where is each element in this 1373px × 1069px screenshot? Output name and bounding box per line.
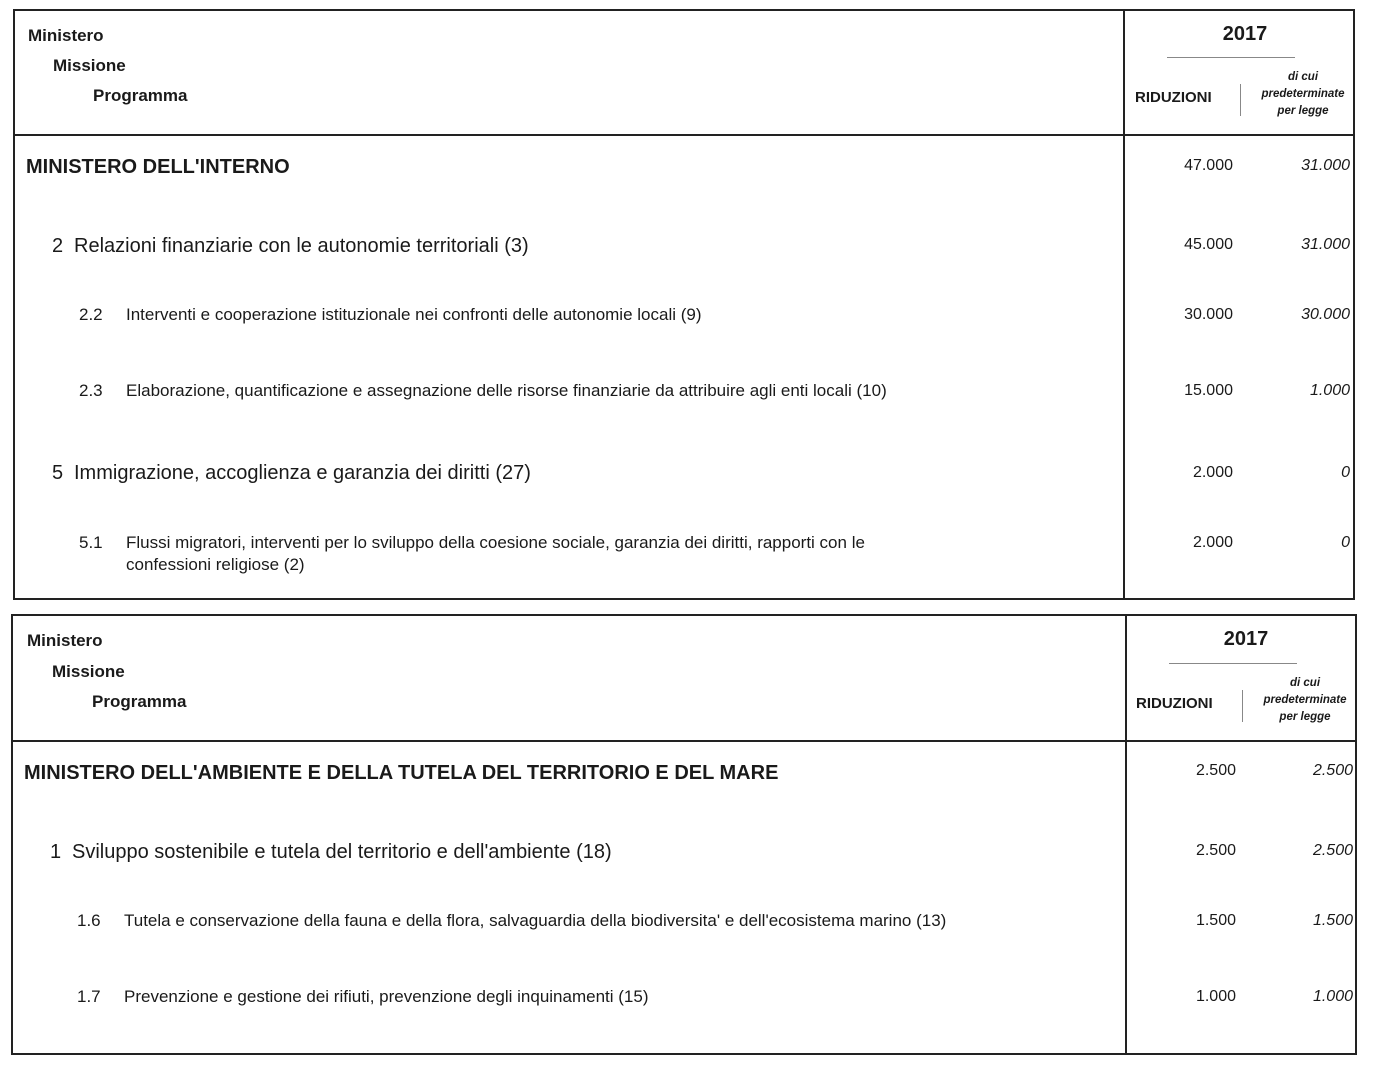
budget-table-ambiente bbox=[11, 614, 1357, 1055]
program-label-line-2: confessioni religiose (2) bbox=[126, 555, 305, 574]
predeterminate-value: 31.000 bbox=[1301, 157, 1350, 174]
year-underline bbox=[1169, 663, 1297, 664]
header-missione: Missione bbox=[52, 662, 125, 681]
header-year: 2017 bbox=[1223, 628, 1269, 650]
header-di-cui-line-2: predeterminate bbox=[1261, 88, 1345, 100]
program-label: Tutela e conservazione della fauna e della flora, salvaguardia della biodiversita' e dell'ecosistema marino (13) bbox=[124, 911, 947, 930]
mission-label: Immigrazione, accoglienza e garanzia dei diritti (27) bbox=[74, 462, 531, 484]
predeterminate-value: 1.000 bbox=[1312, 988, 1353, 1005]
mission-label: Sviluppo sostenibile e tutela del territorio e dell'ambiente (18) bbox=[72, 841, 612, 863]
header-di-cui-line-2: predeterminate bbox=[1263, 694, 1347, 706]
ministry-label: MINISTERO DELL'INTERNO bbox=[26, 156, 290, 178]
riduzioni-value: 1.500 bbox=[1195, 912, 1236, 929]
riduzioni-value: 2.500 bbox=[1195, 842, 1236, 859]
predeterminate-value: 31.000 bbox=[1301, 236, 1350, 253]
header-ministero: Ministero bbox=[27, 631, 103, 650]
header-di-cui bbox=[1255, 69, 1351, 120]
program-label: Elaborazione, quantificazione e assegnazione delle risorse finanziarie da attribuire agli enti locali (10) bbox=[126, 381, 887, 400]
header-divider bbox=[15, 134, 1353, 136]
header-di-cui-line-1: di cui bbox=[1287, 71, 1319, 83]
header-column-separator bbox=[1240, 84, 1241, 116]
predeterminate-value: 1.500 bbox=[1312, 912, 1353, 929]
program-code: 5.1 bbox=[79, 533, 103, 552]
header-di-cui-line-3: per legge bbox=[1277, 105, 1329, 117]
header-di-cui bbox=[1257, 675, 1353, 726]
program-code: 2.2 bbox=[79, 305, 103, 324]
predeterminate-value: 2.500 bbox=[1312, 762, 1353, 779]
program-label bbox=[126, 532, 865, 576]
header-programma: Programma bbox=[92, 692, 187, 711]
predeterminate-value: 0 bbox=[1341, 534, 1350, 551]
header-programma: Programma bbox=[93, 86, 188, 105]
program-code: 1.6 bbox=[77, 911, 101, 930]
program-code: 1.7 bbox=[77, 987, 101, 1006]
budget-table-interno bbox=[13, 9, 1355, 600]
mission-code: 5 bbox=[52, 462, 64, 484]
header-ministero: Ministero bbox=[28, 26, 104, 45]
header-riduzioni: RIDUZIONI bbox=[1136, 695, 1213, 712]
riduzioni-value: 15.000 bbox=[1184, 382, 1233, 399]
riduzioni-value: 30.000 bbox=[1184, 306, 1233, 323]
header-di-cui-line-1: di cui bbox=[1289, 677, 1321, 689]
program-label: Prevenzione e gestione dei rifiuti, prevenzione degli inquinamenti (15) bbox=[124, 987, 649, 1006]
mission-code: 1 bbox=[50, 841, 62, 863]
program-label-line-1: Flussi migratori, interventi per lo sviluppo della coesione sociale, garanzia dei diritti, rapporti con le bbox=[126, 533, 865, 552]
program-code: 2.3 bbox=[79, 381, 103, 400]
header-year: 2017 bbox=[1222, 23, 1268, 45]
predeterminate-value: 2.500 bbox=[1312, 842, 1353, 859]
riduzioni-value: 2.500 bbox=[1195, 762, 1236, 779]
year-underline bbox=[1167, 57, 1295, 58]
header-riduzioni: RIDUZIONI bbox=[1135, 89, 1212, 106]
riduzioni-value: 1.000 bbox=[1195, 988, 1236, 1005]
riduzioni-value: 45.000 bbox=[1184, 236, 1233, 253]
predeterminate-value: 30.000 bbox=[1301, 306, 1350, 323]
riduzioni-value: 2.000 bbox=[1192, 464, 1233, 481]
mission-label: Relazioni finanziarie con le autonomie territoriali (3) bbox=[74, 235, 529, 257]
header-di-cui-line-3: per legge bbox=[1279, 711, 1331, 723]
mission-code: 2 bbox=[52, 235, 64, 257]
program-label: Interventi e cooperazione istituzionale nei confronti delle autonomie locali (9) bbox=[126, 305, 702, 324]
predeterminate-value: 0 bbox=[1341, 464, 1350, 481]
header-divider bbox=[13, 740, 1355, 742]
ministry-label: MINISTERO DELL'AMBIENTE E DELLA TUTELA DEL TERRITORIO E DEL MARE bbox=[24, 762, 779, 784]
header-missione: Missione bbox=[53, 56, 126, 75]
predeterminate-value: 1.000 bbox=[1309, 382, 1350, 399]
column-divider bbox=[1123, 11, 1125, 598]
riduzioni-value: 2.000 bbox=[1192, 534, 1233, 551]
header-column-separator bbox=[1242, 690, 1243, 722]
riduzioni-value: 47.000 bbox=[1184, 157, 1233, 174]
